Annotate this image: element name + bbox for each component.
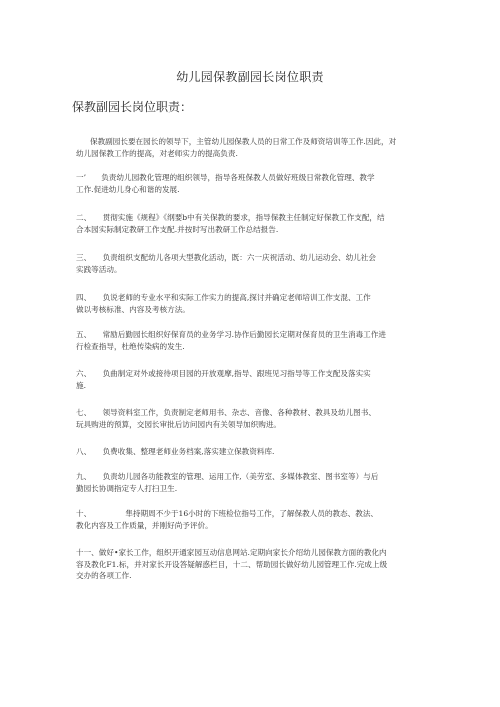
duty-item-11 [76,547,436,582]
paragraph-line: 合本园实际制定教研工作支配.并按时写出教研工作总结报告. [76,224,279,234]
paragraph-line: 四、 负说老师的专业水平和实际工作实力的提高,探讨并确定老师培训工作支混、工作 [76,293,371,302]
paragraph-line: 九、 负责幼儿园各功能教室的管理、运用工作,（美劳室、多媒体教室、图书室等）与后 [76,472,379,481]
document-title: 幼儿园保教副园长岗位职责 [176,70,324,84]
paragraph-line: 教化内容及工作质量，并刚好尚予评价。 [76,520,213,530]
paragraph-line: 交办的各项工作. [76,571,132,580]
paragraph-line: 做以考核标准、内容及考核方法。 [76,304,190,314]
paragraph-line: 玩具购进的预算，交园长审批后访问园内有关领导加织购进。 [76,419,282,429]
duty-item-5 [76,329,436,352]
duty-item-2 [76,212,436,235]
paragraph-line: 十一、做好•家长工作，组织开通家园互动信息网站.定期向家长介绍幼儿园保教方面的教化内 [76,548,387,557]
duty-item-9 [76,471,436,494]
paragraph-line: 八、 负费收集、整理老师业务档案,落实建立保教资料库. [76,447,275,456]
paragraph-line: 幼儿园保教工作的提高，对老师实力的提高负责. [76,148,238,158]
duty-item-1 [76,172,436,195]
paragraph-line: 六、 负曲制定对外或接待项目园的开放观摩,指导、跟班见习指导等工作支配及落实实 [76,369,371,378]
paragraph-line: 一’ 负责幼儿园教化管理的组织领导，指导各班保教人员做好班级日常教化管理、教学 [76,173,375,182]
paragraph-line: 三、 负责组织支配幼儿各项大型教化活动，既：六一庆祝活动、幼儿运动会、幼儿社会 [76,253,376,262]
section-heading: 保教副园长岗位职责： [72,100,193,114]
paragraph-line: 容及教化F1.标，并对家长开设答疑解惑栏目，十二、帮助园长做好幼儿园管理工作.完成上级 [76,559,388,569]
paragraph-line: 二、 贯彻实施《规程》《纲要b中有关保教的要求，指导保教主任制定好保教工作支配，结 [76,213,385,222]
paragraph-line: 实践等活动。 [76,264,122,274]
paragraph-line: 十、 隼持期周不少于16小时的下班检位指号工作，了解保教人员的教态、教法、 [76,509,379,518]
duty-item-8 [76,446,436,458]
paragraph-line: 勤园长协调指定专人打扫卫生. [76,483,178,493]
paragraph-line: 五、 常励后勤园长组织好保育员的业务学习.协作后勤园长定期对保育员的卫生消毒工作进 [76,330,386,339]
paragraph-line: 行检查指导，杜绝传染病的发生. [76,341,185,351]
duty-item-7 [76,407,436,430]
paragraph-line: 保教副园长要在园长的领导下，主管幼儿园保教人员的日常工作及师资培训等工作.因此，对 [90,137,397,146]
duty-item-4 [76,292,436,315]
intro-paragraph [76,136,436,159]
paragraph-line: 七、 领导资料室工作，负责制定老师用书、杂志、音像、各种教材、教具及幼儿图书、 [76,408,376,417]
duty-item-6 [76,368,436,391]
duty-item-3 [76,252,436,275]
paragraph-line: 施. [76,380,87,390]
paragraph-line: 工作.促进幼儿身心和谐的发展. [76,184,180,194]
duty-item-10 [76,508,436,531]
